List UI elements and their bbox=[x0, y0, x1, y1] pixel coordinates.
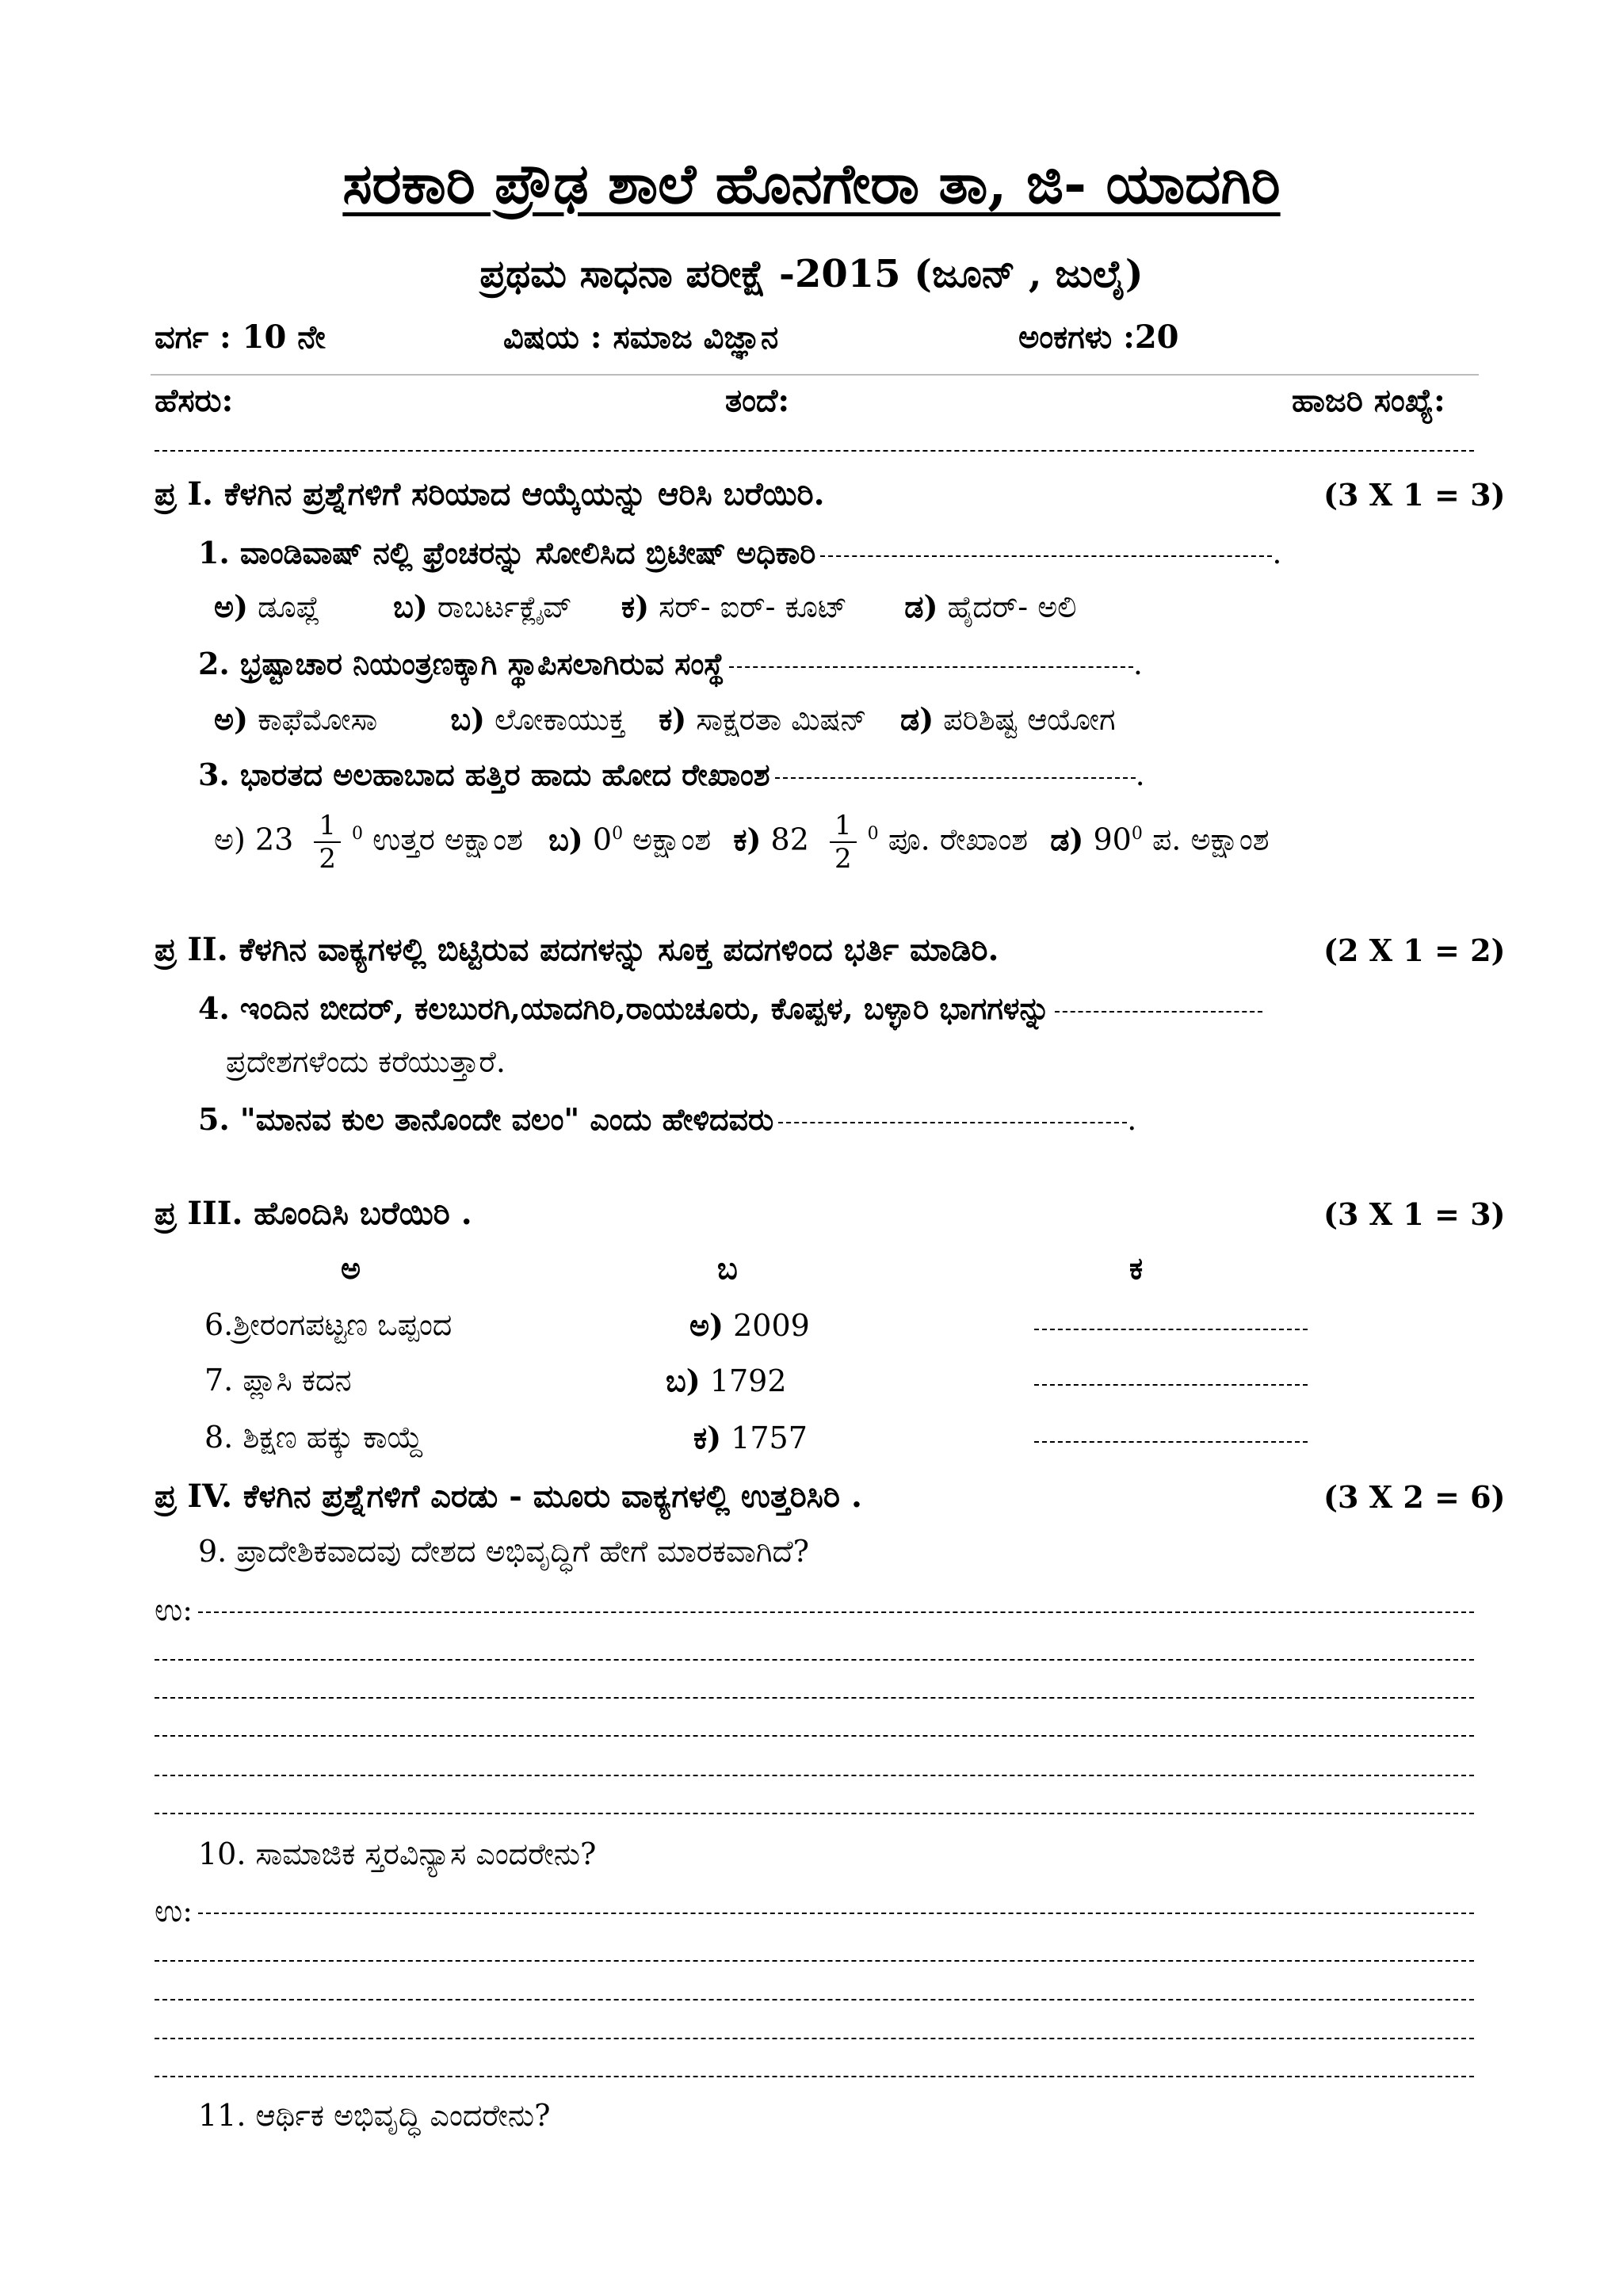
question-4 bbox=[198, 990, 1262, 1027]
match-answer-blank bbox=[1034, 1329, 1308, 1330]
section-3-marks: (3 X 1 = 3) bbox=[1323, 1196, 1506, 1232]
degree-mark: 0 bbox=[612, 823, 624, 844]
degree-mark: 0 bbox=[867, 823, 879, 844]
option-label: ಬ) bbox=[666, 1363, 701, 1398]
match-answer-blank bbox=[1034, 1384, 1308, 1386]
answer-line bbox=[155, 1735, 1474, 1737]
option-label: ಬ) bbox=[548, 821, 583, 857]
option-label: ಡ) bbox=[1050, 821, 1084, 857]
match-row-left: 7. ಪ್ಲಾಸಿ ಕದನ bbox=[204, 1363, 352, 1398]
section-4-title: ಪ್ರ IV. ಕೆಳಗಿನ ಪ್ರಶ್ನೆಗಳಿಗೆ ಎರಡು - ಮೂರು ವಾಕ್ಯಗಳಲ್ಲಿ ಉತ್ತರಿಸಿರಿ . bbox=[155, 1478, 862, 1515]
question-1: 1. ವಾಂಡಿವಾಷ್ ನಲ್ಲಿ ಫ್ರೆಂಚರನ್ನು ಸೋಲಿಸಿದ ಬ್ರಿಟೀಷ್ ಅಧಿಕಾರಿ . bbox=[198, 535, 1282, 570]
degree-mark: 0 bbox=[352, 823, 364, 844]
section-2-marks: (2 X 1 = 2) bbox=[1323, 933, 1506, 968]
match-row-right bbox=[693, 1420, 808, 1456]
answer-label: ಉ: bbox=[155, 1894, 193, 1928]
marks-label: ಅಂಕಗಳು :20 bbox=[1018, 318, 1179, 356]
answer-blank bbox=[1055, 1011, 1262, 1013]
question-4-continuation: ಪ್ರದೇಶಗಳೆಂದು ಕರೆಯುತ್ತಾರೆ. bbox=[226, 1044, 506, 1079]
answer-blank bbox=[820, 555, 1272, 557]
option-text: ಹೈದರ್- ಅಲಿ bbox=[947, 589, 1077, 624]
answer-line bbox=[155, 1960, 1474, 1962]
answer-line bbox=[155, 1697, 1474, 1699]
degree-mark: 0 bbox=[1131, 823, 1143, 844]
question-11: 11. ಆರ್ಥಿಕ ಅಭಿವೃದ್ಧಿ ಎಂದರೇನು? bbox=[198, 2098, 551, 2133]
option-label: ಬ) bbox=[393, 589, 428, 624]
question-3: 3. ಭಾರತದ ಅಲಹಾಬಾದ ಹತ್ತಿರ ಹಾದು ಹೋದ ರೇಖಾಂಶ . bbox=[198, 757, 1145, 792]
answer-blank bbox=[775, 777, 1136, 779]
answer-line bbox=[155, 1813, 1474, 1814]
option-label: ಅ) bbox=[689, 1307, 724, 1343]
answer-line bbox=[155, 2076, 1474, 2077]
section-4-marks: (3 X 2 = 6) bbox=[1323, 1479, 1506, 1515]
option-text: ರಾಬರ್ಟಕ್ಲೈವ್ bbox=[437, 589, 572, 624]
section-1-marks: (3 X 1 = 3) bbox=[1323, 477, 1506, 513]
option-text: ಪೂ. ರೇಖಾಂಶ bbox=[888, 822, 1029, 857]
match-row-left: 8. ಶಿಕ್ಷಣ ಹಕ್ಕು ಕಾಯ್ದೆ bbox=[204, 1420, 424, 1455]
option-text: ಉತ್ತರ ಅಕ್ಷಾಂಶ bbox=[372, 822, 523, 857]
question-3-text: 3. ಭಾರತದ ಅಲಹಾಬಾದ ಹತ್ತಿರ ಹಾದು ಹೋದ ರೇಖಾಂಶ bbox=[198, 757, 770, 792]
header-dashed-divider bbox=[155, 450, 1474, 452]
option-label: ಬ) bbox=[450, 701, 486, 737]
question-10: 10. ಸಾಮಾಜಿಕ ಸ್ತರವಿನ್ಯಾಸ ಎಂದರೇನು? bbox=[198, 1836, 597, 1871]
subject-label: ವಿಷಯ : ಸಮಾಜ ವಿಜ್ಞಾನ bbox=[503, 318, 779, 356]
name-label: ಹೆಸರು: bbox=[155, 382, 234, 419]
class-label: ವರ್ಗ : 10 ನೇ bbox=[155, 318, 326, 356]
option-label: ಕ) bbox=[733, 821, 762, 857]
exam-title: ಪ್ರಥಮ ಸಾಧನಾ ಪರೀಕ್ಷೆ -2015 (ಜೂನ್ , ಜುಲೈ) bbox=[479, 252, 1144, 296]
option-label: ಡ) bbox=[900, 701, 934, 737]
question-1-options bbox=[214, 589, 1076, 625]
option-value: 82 bbox=[770, 822, 809, 857]
option-label: ಕ) bbox=[693, 1420, 722, 1455]
match-row-right bbox=[666, 1363, 787, 1399]
option-value: 1757 bbox=[731, 1421, 808, 1455]
answer-line bbox=[155, 1659, 1474, 1661]
answer-blank bbox=[778, 1122, 1127, 1123]
fraction-denominator: 2 bbox=[834, 843, 852, 875]
question-1-text: 1. ವಾಂಡಿವಾಷ್ ನಲ್ಲಿ ಫ್ರೆಂಚರನ್ನು ಸೋಲಿಸಿದ ಬ್ರಿಟೀಷ್ ಅಧಿಕಾರಿ bbox=[198, 535, 816, 570]
option-text: ಪರಿಶಿಷ್ಟ ಆಯೋಗ bbox=[943, 702, 1116, 737]
question-3-options: ಅ) 23 $\frac{1}{2}$ $^0$ ಉತ್ತರ ಅಕ್ಷಾಂಶ ಬ) $0^0$ ಅಕ್ಷಾಂಶ ಕ) 82 $\frac{1}{2}$ $^0$ ಪೂ. ರೇಖಾಂಶ ಡ) $90^0$ ಪ. ಅಕ್ಷಾಂಶ bbox=[214, 810, 1270, 875]
fraction-denominator: 2 bbox=[319, 843, 337, 875]
option-text: ಲೋಕಾಯುಕ್ತ bbox=[495, 702, 626, 737]
question-5-text: 5. "ಮಾನವ ಕುಲ ತಾನೊಂದೇ ವಲಂ" ಎಂದು ಹೇಳಿದವರು bbox=[198, 1101, 774, 1137]
match-row-right bbox=[689, 1307, 810, 1344]
answer-label: ಉ: bbox=[155, 1592, 193, 1627]
option-value: 2009 bbox=[733, 1308, 810, 1343]
option-text: ಪ. ಅಕ್ಷಾಂಶ bbox=[1151, 822, 1270, 857]
column-a-header: ಅ bbox=[341, 1250, 361, 1286]
option-label: ಅ) bbox=[214, 701, 249, 737]
section-2-title: ಪ್ರ II. ಕೆಳಗಿನ ವಾಕ್ಯಗಳಲ್ಲಿ ಬಿಟ್ಟಿರುವ ಪದಗಳನ್ನು ಸೂಕ್ತ ಪದಗಳಿಂದ ಭರ್ತಿ ಮಾಡಿರಿ. bbox=[155, 931, 999, 968]
header-divider bbox=[151, 374, 1479, 376]
section-3-title: ಪ್ರ III. ಹೊಂದಿಸಿ ಬರೆಯಿರಿ . bbox=[155, 1195, 472, 1232]
option-text: ಡೂಪ್ಲೆ bbox=[258, 589, 320, 624]
fraction bbox=[830, 810, 857, 875]
question-4-text: 4. ಇಂದಿನ ಬೀದರ್, ಕಲಬುರಗಿ,ಯಾದಗಿರಿ,ರಾಯಚೂರು, ಕೊಪ್ಪಳ, ಬಳ್ಳಾರಿ ಭಾಗಗಳನ್ನು bbox=[198, 990, 1050, 1026]
fraction bbox=[314, 810, 341, 875]
fraction-numerator: 1 bbox=[830, 810, 857, 843]
option-label: ಅ) bbox=[214, 589, 249, 624]
option-text: ಸರ್- ಐರ್- ಕೂಟ್ bbox=[659, 589, 848, 624]
fraction-numerator: 1 bbox=[314, 810, 341, 843]
question-2-text: 2. ಭ್ರಷ್ಟಾಚಾರ ನಿಯಂತ್ರಣಕ್ಕಾಗಿ ಸ್ಥಾಪಿಸಲಾಗಿರುವ ಸಂಸ್ಥೆ bbox=[198, 646, 724, 681]
option-text: ಸಾಕ್ಷರತಾ ಮಿಷನ್ bbox=[696, 702, 867, 737]
attendance-label: ಹಾಜರಿ ಸಂಖ್ಯೆ: bbox=[1292, 382, 1445, 419]
column-b-header: ಬ bbox=[717, 1250, 738, 1286]
option-label: ಕ) bbox=[659, 701, 687, 737]
section-1-title: ಪ್ರ I. ಕೆಳಗಿನ ಪ್ರಶ್ನೆಗಳಿಗೆ ಸರಿಯಾದ ಆಯ್ಕೆಯನ್ನು ಆರಿಸಿ ಬರೆಯಿರಿ. bbox=[155, 475, 825, 513]
answer-line bbox=[155, 2038, 1474, 2039]
question-2-options bbox=[214, 701, 1116, 738]
answer-line bbox=[155, 1999, 1474, 2000]
question-5: 5. "ಮಾನವ ಕುಲ ತಾನೊಂದೇ ವಲಂ" ಎಂದು ಹೇಳಿದವರು . bbox=[198, 1101, 1137, 1137]
answer-line bbox=[198, 1913, 1474, 1914]
option-label: ಅ) 23 bbox=[214, 822, 294, 857]
school-title: ಸರಕಾರಿ ಪ್ರೌಢ ಶಾಲೆ ಹೊನಗೇರಾ ತಾ, ಜಿ- ಯಾದಗಿರಿ bbox=[342, 151, 1281, 216]
match-row-left: 6.ಶ್ರೀರಂಗಪಟ್ಟಣ ಒಪ್ಪಂದ bbox=[204, 1307, 453, 1342]
option-text: ಅಕ್ಷಾಂಶ bbox=[632, 822, 712, 857]
column-c-header: ಕ bbox=[1129, 1250, 1144, 1286]
option-label: ಡ) bbox=[904, 589, 938, 624]
option-label: ಕ) bbox=[621, 589, 650, 624]
match-answer-blank bbox=[1034, 1441, 1308, 1443]
option-value: 1792 bbox=[709, 1363, 787, 1398]
answer-blank bbox=[729, 666, 1133, 668]
question-2: 2. ಭ್ರಷ್ಟಾಚಾರ ನಿಯಂತ್ರಣಕ್ಕಾಗಿ ಸ್ಥಾಪಿಸಲಾಗಿರುವ ಸಂಸ್ಥೆ . bbox=[198, 646, 1143, 681]
father-label: ತಂದೆ: bbox=[725, 382, 790, 419]
answer-line bbox=[198, 1611, 1474, 1613]
answer-line bbox=[155, 1775, 1474, 1776]
question-9: 9. ಪ್ರಾದೇಶಿಕವಾದವು ದೇಶದ ಅಭಿವೃದ್ಧಿಗೆ ಹೇಗೆ ಮಾರಕವಾಗಿದೆ? bbox=[198, 1534, 809, 1569]
option-text: ಕಾಫೆಮೋಸಾ bbox=[258, 702, 378, 737]
